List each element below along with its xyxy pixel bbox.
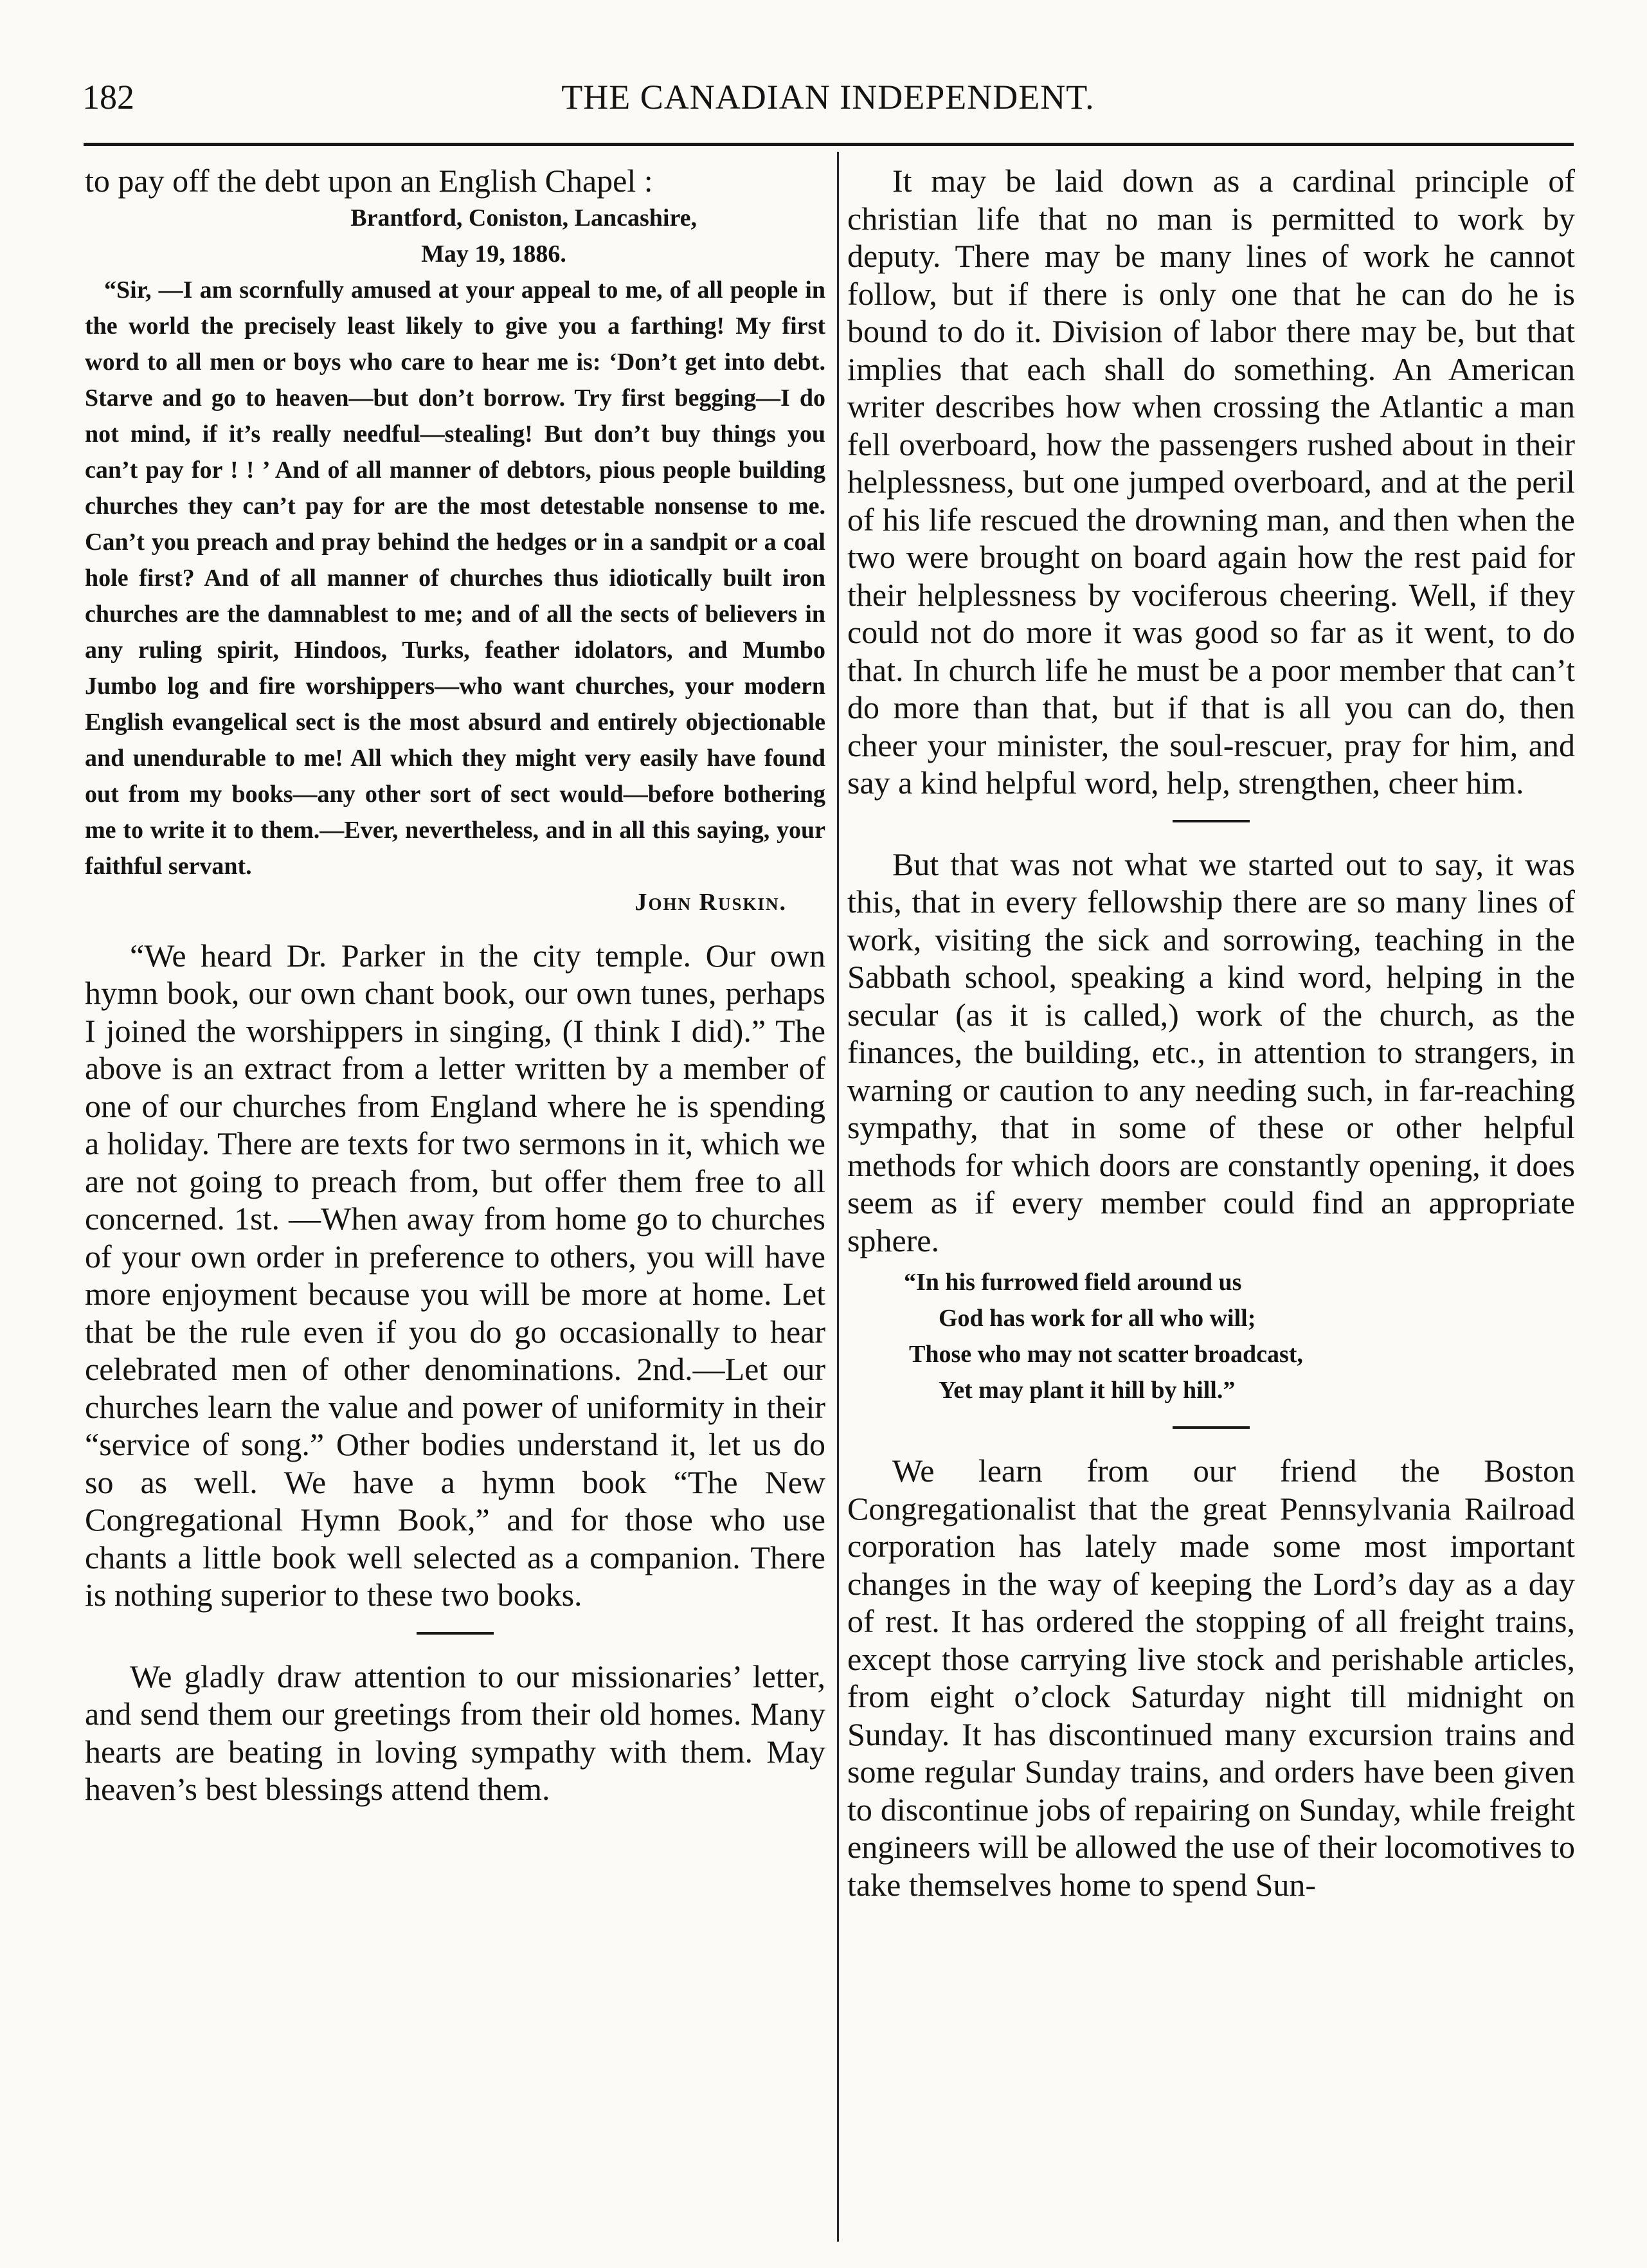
- page-number: 182: [82, 78, 134, 116]
- left-column: [85, 162, 825, 1808]
- paragraph-parker: “We heard Dr. Parker in the city temple. Our own hymn book, our own chant book, our own tunes, perhaps I joined the worshippers in singing, (I think I did).” The above is an extract from a letter written by a member of one of our churches from England where he is spending a holiday. There are texts for two sermons in it, which we are not going to preach from, but offer them free to all concerned. 1st. —When away from home go to churches of your own order in preference to others, you will have more enjoyment because you will be more at home. Let that be the rule even if you do go occasionally to hear celebrated men of other denominations. 2nd.—Let our churches learn the value and power of uniformity in their “service of song.” Other bodies understand it, let us do so as well. We have a hymn book “The New Congregational Hymn Book,” and for those who use chants a little book well selected as a companion. There is nothing superior to these two books.: [85, 937, 825, 1613]
- letter-intro: to pay off the debt upon an English Chapel :: [85, 163, 653, 199]
- running-title: THE CANADIAN INDEPENDENT.: [561, 78, 1095, 116]
- section-divider: [1173, 820, 1250, 822]
- letter-body: “Sir, —I am scornfully amused at your appeal to me, of all people in the world the precisely least likely to give you a farthing! My first word to all men or boys who care to hear me is: ‘Don’t get into debt. Starve and go to heaven—but don’t borrow. Try first begging—I do not mind, if it’s really needful—stealing! But don’t buy things you can’t pay for ! ! ’ And of all manner of debtors, pious people building churches they can’t pay for are the most detestable nonsense to me. Can’t you preach and pray behind the hedges or in a sandpit or a coal hole first? And of all manner of churches thus idiotically built iron churches are the damnablest to me; and of all the sects of believers in any ruling spirit, Hindoos, Turks, feather idolators, and Mumbo Jumbo log and fire worshippers—who want churches, your modern English evangelical sect is the most absurd and entirely objectionable and unendurable to me! All which they might very easily have found out from my books—any other sort of sect would—before bothering me to write it to them.—Ever, nevertheless, and in all this saying, your faithful servant.: [85, 276, 825, 880]
- paragraph-fellowship: But that was not what we started out to say, it was this, that in every fellowship there are so many lines of work, visiting the sick and sorrowing, teaching in the Sabbath school, speaking a kind word, helping in the secular (as it is called,) work of the church, as the finances, the building, etc., in attention to strangers, in warning or caution to any needing such, in far-reaching sympathy, that in some of these or other helpful methods for which doors are constantly opening, it does seem as if every member could find an appropriate sphere.: [847, 846, 1575, 1258]
- right-column: [847, 162, 1575, 1903]
- letter-signature: John Ruskin.: [634, 888, 787, 916]
- poem-line: Those who may not scatter broadcast,: [909, 1341, 1303, 1368]
- poem: [847, 1264, 1575, 1408]
- paragraph-deputy: It may be laid down as a cardinal principle of christian life that no man is permitted to work by deputy. There may be many lines of work he cannot follow, but if there is only one that he can do he is bound to do it. Division of labor there may be, but that implies that each shall do something. An American writer describes how when crossing the Atlantic a man fell overboard, how the passengers rushed about in their helplessness, but one jumped overboard, and at the peril of his life rescued the drowning man, and then when the two were brought on board again how the rest paid for their helplessness by vociferous cheering. Well, if they could not do more it was good so far as it went, to do that. In church life he must be a poor member that can’t do more than that, but if that is all you can do, then cheer your minister, the soul-rescuer, pray for him, and say a kind helpful word, help, strengthen, cheer him.: [847, 163, 1575, 801]
- page-header: [82, 77, 1574, 135]
- column-separator: [837, 152, 839, 2242]
- poem-line: God has work for all who will;: [939, 1305, 1256, 1332]
- paragraph-missionaries: We gladly draw attention to our missionaries’ letter, and send them our greetings from their old homes. Many hearts are beating in loving sympathy with them. May heaven’s best blessings attend them.: [85, 1658, 825, 1807]
- section-divider: [1173, 1426, 1250, 1429]
- paragraph-railroad: We learn from our friend the Boston Congregationalist that the great Pennsylvania Railroad corporation has lately made some most important changes in the way of keeping the Lord’s day as a day of rest. It has ordered the stopping of all freight trains, except those carrying live stock and perishable articles, from eight o’clock Saturday night till midnight on Sunday. It has discontinued many excursion trains and some regular Sunday trains, and orders have been given to discontinue jobs of repairing on Sunday, while freight engineers will be allowed the use of their locomotives to take themselves home to spend Sun-: [847, 1453, 1575, 1903]
- letter-place: Brantford, Coniston, Lancashire,: [350, 204, 697, 231]
- poem-line: “In his furrowed field around us: [904, 1269, 1242, 1296]
- section-divider: [417, 1632, 494, 1635]
- letter-date: May 19, 1886.: [421, 240, 566, 268]
- poem-line: Yet may plant it hill by hill.”: [939, 1377, 1236, 1404]
- header-rule: [84, 143, 1574, 146]
- letter-signoff: [85, 884, 825, 920]
